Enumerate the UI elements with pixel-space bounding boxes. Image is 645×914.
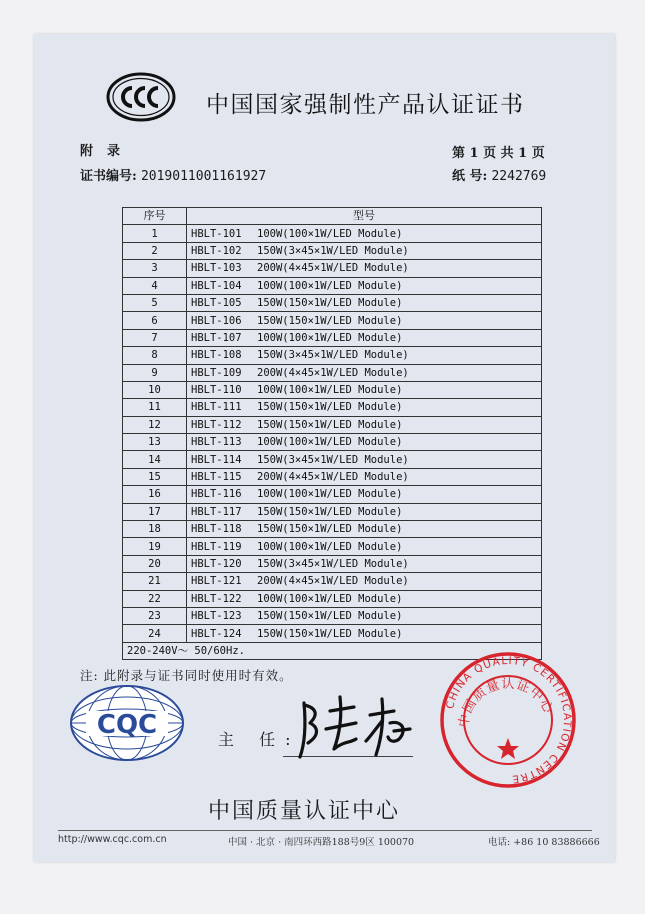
row-model xyxy=(187,607,542,624)
model-code: HBLT-105 xyxy=(191,297,242,310)
row-index: 4 xyxy=(123,277,187,294)
model-code: HBLT-117 xyxy=(191,505,242,518)
table-row xyxy=(123,607,542,624)
table-row xyxy=(123,312,542,329)
model-spec: 100W(100×1W/LED Module) xyxy=(257,279,403,292)
col-model-header: 型号 xyxy=(187,208,542,225)
row-model xyxy=(187,294,542,311)
footer-divider xyxy=(58,830,592,831)
table-row xyxy=(123,625,542,642)
validity-note: 注: 此附录与证书同时使用时有效。 xyxy=(80,668,293,683)
row-model xyxy=(187,364,542,381)
table-row xyxy=(123,538,542,555)
table-header-row xyxy=(123,208,542,225)
cqc-logo-icon xyxy=(68,683,186,763)
model-spec: 150W(3×45×1W/LED Module) xyxy=(257,244,409,257)
model-code: HBLT-124 xyxy=(191,627,242,640)
organization-name: 中国质量认证中心 xyxy=(208,799,401,824)
model-spec: 150W(150×1W/LED Module) xyxy=(257,401,403,414)
row-model xyxy=(187,416,542,433)
model-code: HBLT-118 xyxy=(191,523,242,536)
row-model xyxy=(187,347,542,364)
model-code: HBLT-116 xyxy=(191,488,242,501)
model-code: HBLT-122 xyxy=(191,592,242,605)
table-row xyxy=(123,347,542,364)
table-row xyxy=(123,260,542,277)
row-index: 5 xyxy=(123,294,187,311)
paper-number-value: 2242769 xyxy=(491,169,547,184)
model-spec: 200W(4×45×1W/LED Module) xyxy=(257,575,409,588)
table-row xyxy=(123,277,542,294)
model-code: HBLT-114 xyxy=(191,453,242,466)
row-index: 8 xyxy=(123,347,187,364)
model-code: HBLT-111 xyxy=(191,401,242,414)
row-model xyxy=(187,329,542,346)
row-index: 19 xyxy=(123,538,187,555)
model-code: HBLT-103 xyxy=(191,262,242,275)
row-index: 11 xyxy=(123,399,187,416)
director-label: 主 任: xyxy=(218,730,301,749)
table-row xyxy=(123,225,542,242)
row-index: 14 xyxy=(123,451,187,468)
row-model xyxy=(187,468,542,485)
model-spec: 150W(3×45×1W/LED Module) xyxy=(257,558,409,570)
model-spec: 150W(150×1W/LED Module) xyxy=(257,297,403,310)
model-code: HBLT-113 xyxy=(191,436,242,449)
row-index: 7 xyxy=(123,329,187,346)
table-row xyxy=(123,381,542,398)
ccc-logo-icon xyxy=(106,72,176,122)
paper-number-label: 纸 号: xyxy=(452,169,488,184)
table-row xyxy=(123,364,542,381)
model-spec: 100W(100×1W/LED Module) xyxy=(257,488,403,501)
row-index: 1 xyxy=(123,225,187,242)
model-code: HBLT-115 xyxy=(191,471,242,484)
row-model xyxy=(187,451,542,468)
row-model xyxy=(187,242,542,259)
model-spec: 100W(100×1W/LED Module) xyxy=(257,592,403,605)
row-index: 2 xyxy=(123,242,187,259)
model-code: HBLT-110 xyxy=(191,384,242,397)
model-spec: 200W(4×45×1W/LED Module) xyxy=(257,471,409,484)
row-model xyxy=(187,399,542,416)
voltage-note: 220-240V～ 50/60Hz. xyxy=(123,642,542,659)
table-row xyxy=(123,486,542,503)
table-row xyxy=(123,416,542,433)
row-model xyxy=(187,590,542,607)
table-row xyxy=(123,503,542,520)
row-model xyxy=(187,555,542,572)
model-spec: 150W(3×45×1W/LED Module) xyxy=(257,453,409,466)
row-model xyxy=(187,503,542,520)
table-row xyxy=(123,590,542,607)
row-model xyxy=(187,434,542,451)
model-spec: 150W(150×1W/LED Module) xyxy=(257,610,403,623)
table-row xyxy=(123,521,542,538)
table-row xyxy=(123,468,542,485)
model-code: HBLT-120 xyxy=(191,558,242,570)
row-model xyxy=(187,521,542,538)
footer-telephone: 电话: +86 10 83886666 xyxy=(488,837,600,848)
model-spec: 150W(150×1W/LED Module) xyxy=(257,418,403,431)
footer-url: http://www.cqc.com.cn xyxy=(58,834,167,845)
model-code: HBLT-109 xyxy=(191,366,242,379)
model-code: HBLT-104 xyxy=(191,279,242,292)
table-row xyxy=(123,555,542,572)
row-model xyxy=(187,486,542,503)
row-index: 6 xyxy=(123,312,187,329)
row-index: 20 xyxy=(123,555,187,572)
row-model xyxy=(187,260,542,277)
row-model xyxy=(187,381,542,398)
svg-text:中国质量认证中心 xyxy=(456,677,556,729)
model-spec: 150W(150×1W/LED Module) xyxy=(257,627,403,640)
model-spec: 200W(4×45×1W/LED Module) xyxy=(257,262,409,275)
footer-address: 中国 · 北京 · 南四环西路188号9区 100070 xyxy=(228,837,415,848)
model-code: HBLT-106 xyxy=(191,314,242,327)
row-index: 10 xyxy=(123,381,187,398)
certificate-number xyxy=(80,165,266,184)
paper-number xyxy=(452,165,546,184)
row-index: 22 xyxy=(123,590,187,607)
table-row xyxy=(123,434,542,451)
row-index: 18 xyxy=(123,521,187,538)
row-index: 9 xyxy=(123,364,187,381)
row-index: 23 xyxy=(123,607,187,624)
model-spec: 200W(4×45×1W/LED Module) xyxy=(257,366,409,379)
model-code: HBLT-101 xyxy=(191,227,242,240)
red-seal-icon xyxy=(438,650,578,790)
model-spec: 100W(100×1W/LED Module) xyxy=(257,540,403,553)
model-spec: 100W(100×1W/LED Module) xyxy=(257,384,403,397)
table-row xyxy=(123,399,542,416)
model-code: HBLT-108 xyxy=(191,349,242,362)
model-code: HBLT-119 xyxy=(191,540,242,553)
model-spec: 150W(150×1W/LED Module) xyxy=(257,505,403,518)
model-code: HBLT-112 xyxy=(191,418,242,431)
row-index: 21 xyxy=(123,573,187,590)
page-info: 第 1 页 共 1 页 xyxy=(452,146,545,161)
model-spec: 100W(100×1W/LED Module) xyxy=(257,331,403,344)
row-model xyxy=(187,312,542,329)
model-spec: 100W(100×1W/LED Module) xyxy=(257,436,403,449)
row-model xyxy=(187,573,542,590)
model-table xyxy=(122,207,542,660)
table-row xyxy=(123,573,542,590)
row-index: 13 xyxy=(123,434,187,451)
appendix-label: 附录 xyxy=(80,144,135,159)
certificate-number-label: 证书编号: xyxy=(80,169,137,184)
row-model xyxy=(187,538,542,555)
row-index: 16 xyxy=(123,486,187,503)
model-table-body xyxy=(123,225,542,642)
model-spec: 100W(100×1W/LED Module) xyxy=(257,227,403,240)
model-code: HBLT-107 xyxy=(191,331,242,344)
model-spec: 150W(3×45×1W/LED Module) xyxy=(257,349,409,362)
row-index: 15 xyxy=(123,468,187,485)
row-model xyxy=(187,225,542,242)
model-code: HBLT-121 xyxy=(191,575,242,588)
row-index: 24 xyxy=(123,625,187,642)
seal-outer-text: CHINA QUALITY CERTIFICATION CENTRE xyxy=(444,654,574,785)
table-row xyxy=(123,294,542,311)
certificate-title: 中国国家强制性产品认证证书 xyxy=(206,92,525,118)
model-code: HBLT-102 xyxy=(191,244,242,257)
row-model xyxy=(187,625,542,642)
director-signature-icon xyxy=(290,685,420,765)
seal-inner-text: 中国质量认证中心 xyxy=(456,676,556,729)
row-index: 17 xyxy=(123,503,187,520)
signature-name: 陆梅 xyxy=(290,685,292,686)
cqc-logo-text: CQC xyxy=(96,710,158,740)
model-spec: 150W(150×1W/LED Module) xyxy=(257,314,403,327)
row-model xyxy=(187,277,542,294)
row-index: 3 xyxy=(123,260,187,277)
col-index-header: 序号 xyxy=(123,208,187,225)
certificate-number-value: 2019011001161927 xyxy=(140,169,267,184)
table-row xyxy=(123,242,542,259)
table-row xyxy=(123,329,542,346)
row-index: 12 xyxy=(123,416,187,433)
model-code: HBLT-123 xyxy=(191,610,242,623)
table-row xyxy=(123,451,542,468)
model-spec: 150W(150×1W/LED Module) xyxy=(257,523,403,536)
